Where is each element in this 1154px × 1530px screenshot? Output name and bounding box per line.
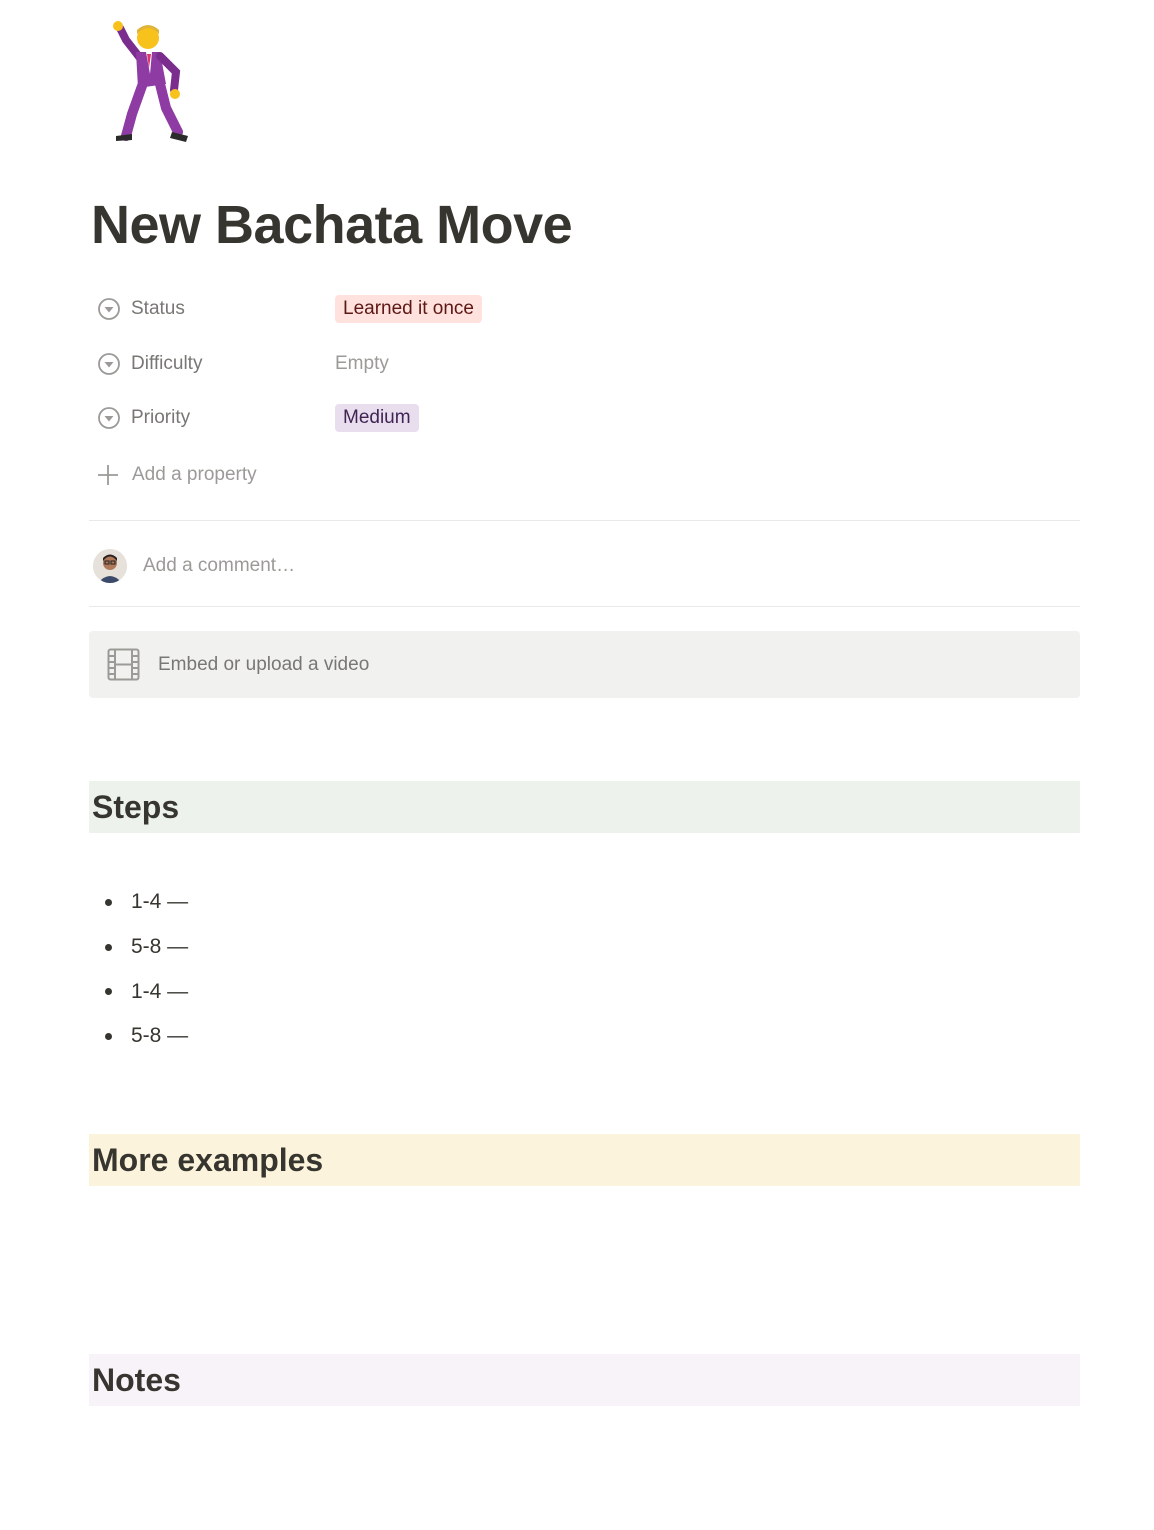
add-property-button[interactable] — [89, 455, 257, 495]
property-name-priority[interactable] — [89, 403, 335, 433]
property-name-status[interactable] — [89, 294, 335, 324]
comment-input[interactable] — [143, 555, 943, 577]
property-priority[interactable] — [89, 398, 1079, 438]
bullet-icon — [105, 988, 112, 995]
more-examples-heading-block[interactable] — [89, 1134, 1080, 1186]
embed-video-label: Embed or upload a video — [158, 653, 370, 675]
bullet-icon — [105, 944, 112, 951]
list-item[interactable] — [89, 925, 188, 970]
film-icon — [107, 648, 140, 681]
plus-icon — [89, 460, 132, 490]
select-icon — [89, 403, 131, 433]
embed-video-button[interactable] — [89, 631, 1080, 698]
list-item[interactable] — [89, 1014, 188, 1059]
add-property-label: Add a property — [132, 464, 257, 485]
list-item-text: 1-4 — — [131, 890, 189, 914]
property-label: Priority — [131, 407, 191, 428]
property-status[interactable] — [89, 289, 1079, 329]
property-name-difficulty[interactable] — [89, 349, 335, 379]
property-label: Status — [131, 298, 185, 319]
property-value-priority[interactable] — [335, 404, 419, 432]
property-difficulty[interactable] — [89, 344, 1079, 384]
list-item-text: 5-8 — — [131, 1024, 189, 1048]
man-dancing-icon[interactable] — [96, 18, 206, 148]
list-item-text: 1-4 — — [131, 979, 189, 1003]
property-label: Difficulty — [131, 353, 203, 374]
steps-list — [89, 880, 188, 1059]
bullet-icon — [105, 1033, 112, 1040]
select-icon — [89, 349, 131, 379]
select-icon — [89, 294, 131, 324]
list-item-text: 5-8 — — [131, 935, 189, 959]
notes-heading: Notes — [92, 1362, 181, 1398]
avatar — [93, 549, 127, 583]
list-item[interactable] — [89, 969, 188, 1014]
bullet-icon — [105, 899, 112, 906]
more-examples-heading: More examples — [92, 1142, 324, 1178]
steps-heading-block[interactable] — [89, 781, 1080, 833]
page-title[interactable]: New Bachata Move — [91, 195, 573, 255]
priority-tag[interactable]: Medium — [335, 404, 419, 432]
notes-heading-block[interactable] — [89, 1354, 1080, 1406]
property-value-difficulty[interactable] — [335, 353, 389, 375]
empty-value[interactable]: Empty — [335, 353, 389, 374]
property-value-status[interactable] — [335, 295, 482, 323]
list-item[interactable] — [89, 880, 188, 925]
divider — [89, 606, 1080, 607]
comment-row — [89, 545, 1080, 587]
divider — [89, 520, 1080, 521]
status-tag[interactable]: Learned it once — [335, 295, 482, 323]
steps-heading: Steps — [92, 789, 180, 825]
